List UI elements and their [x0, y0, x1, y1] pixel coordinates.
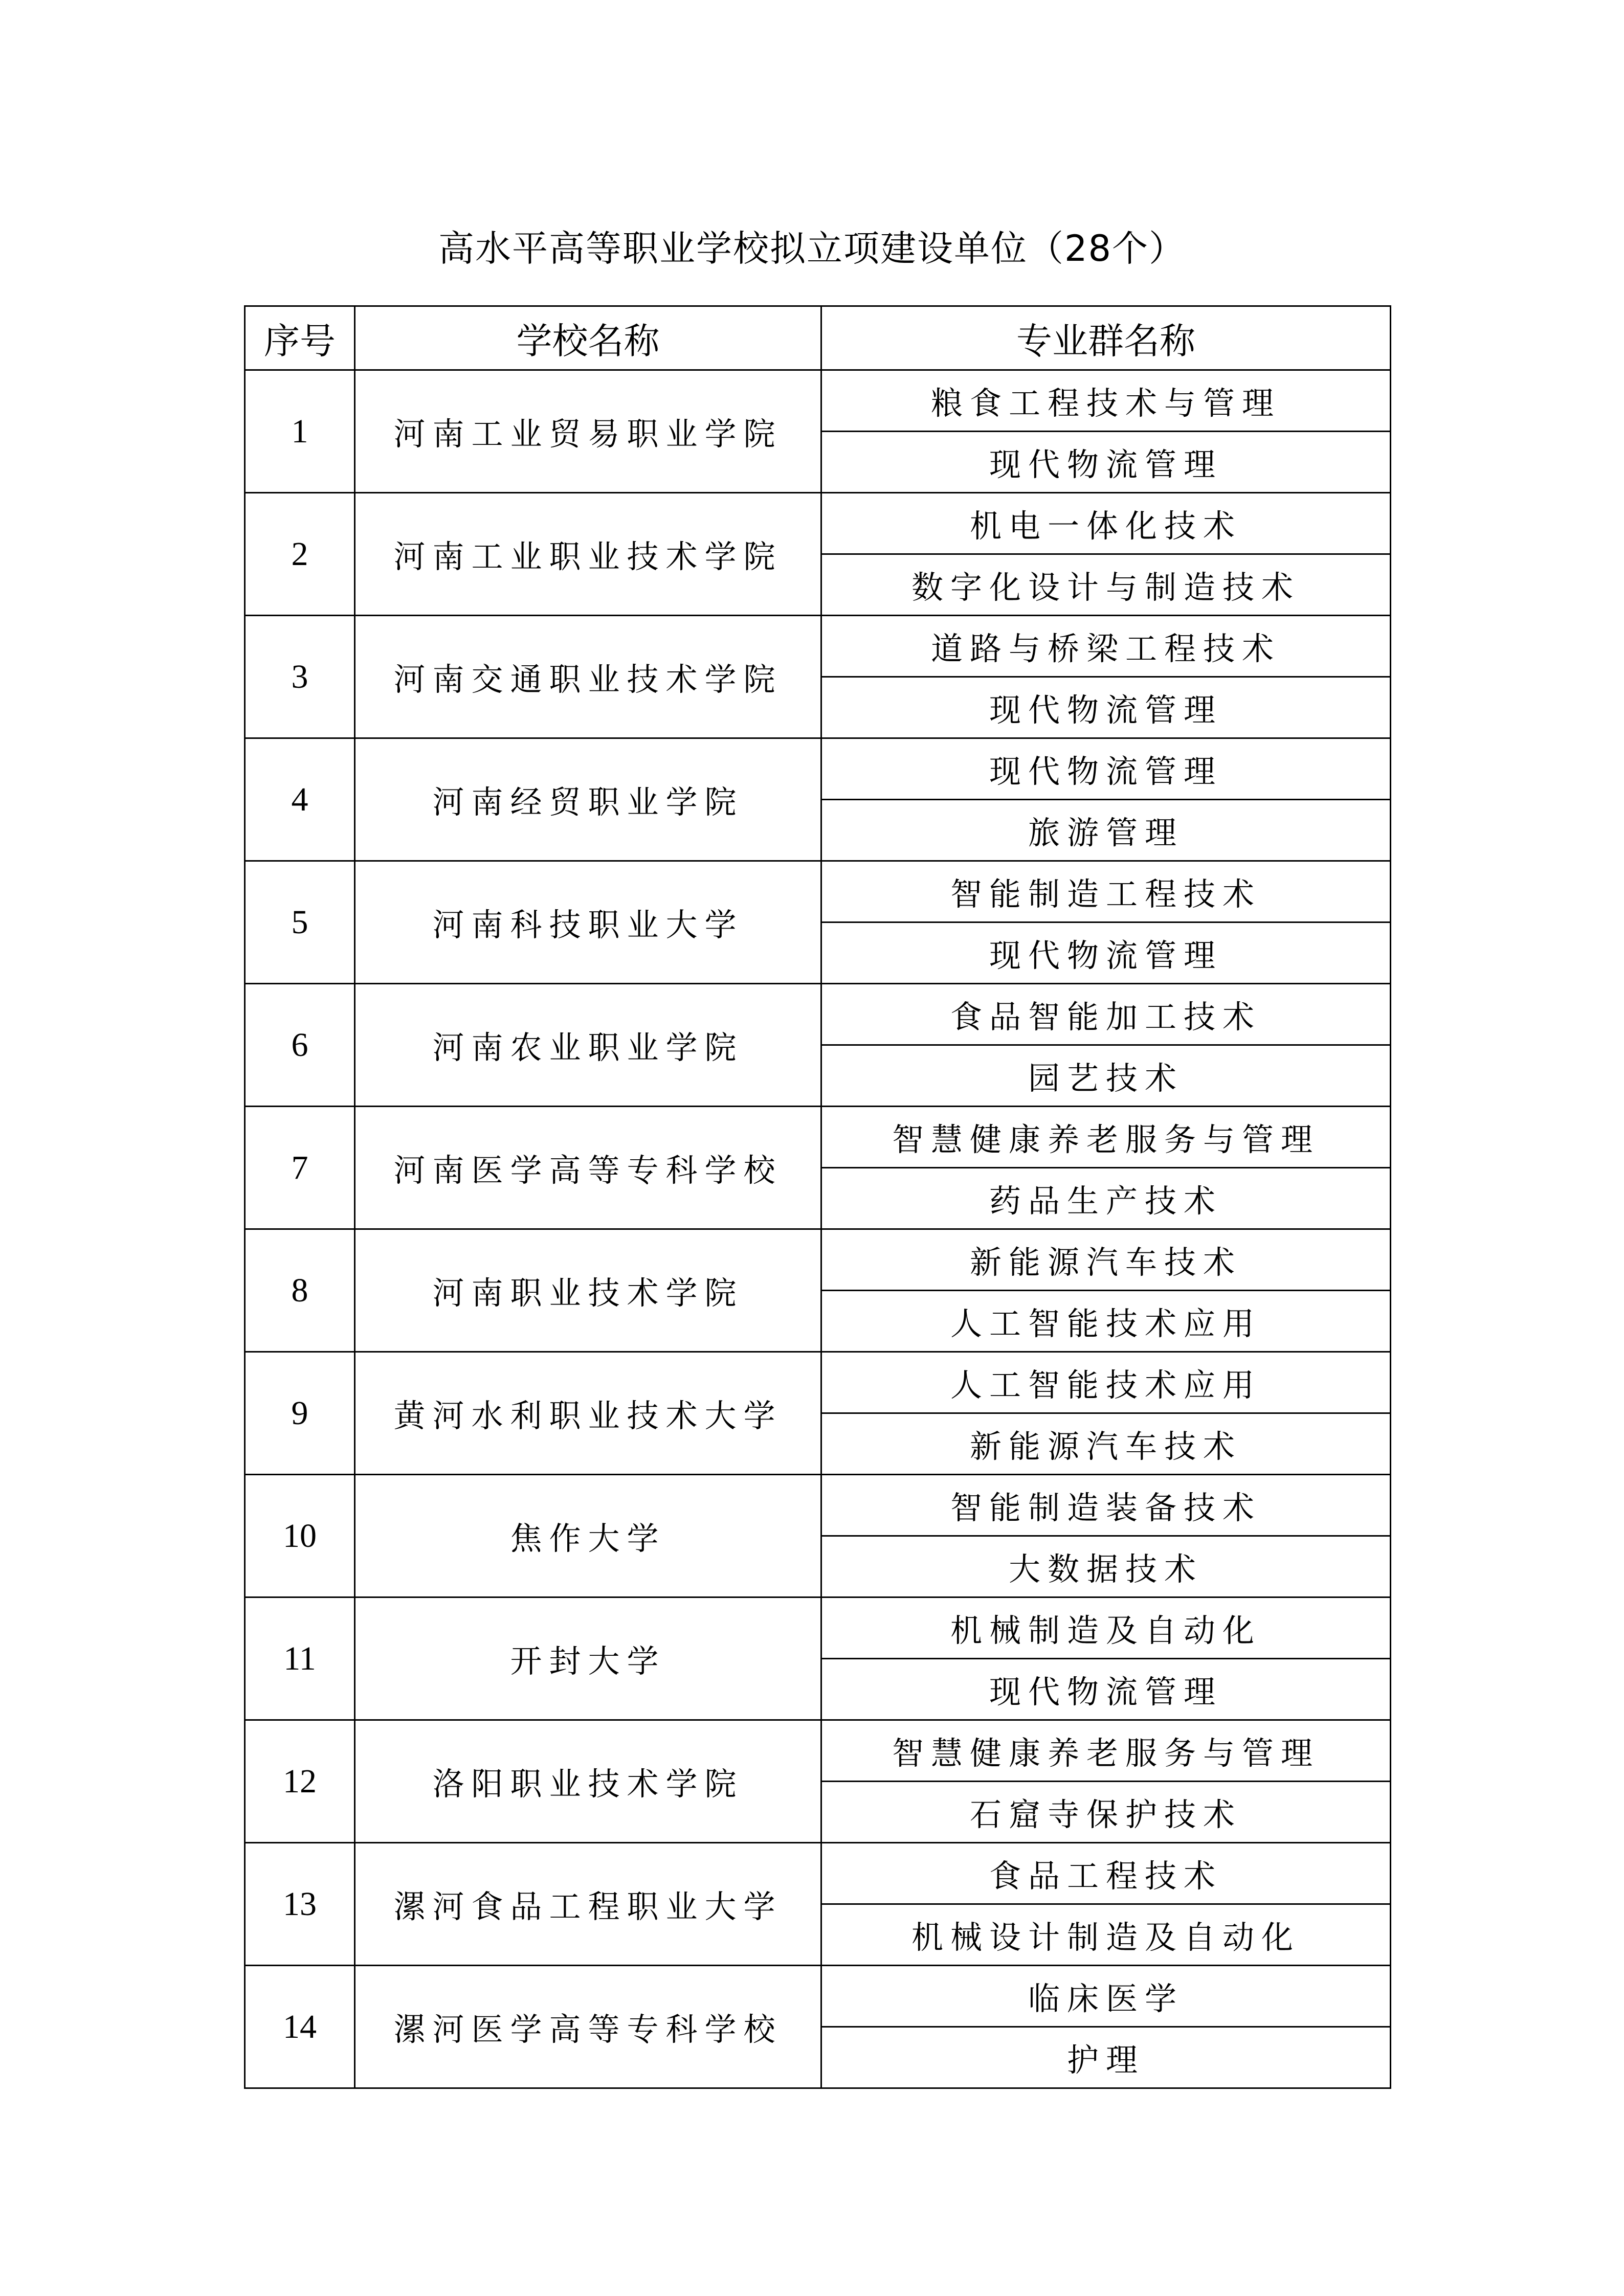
program-group: 智慧健康养老服务与管理: [821, 1107, 1391, 1168]
row-number: 8: [245, 1229, 355, 1352]
program-group: 现代物流管理: [821, 677, 1391, 738]
table-header-row: [245, 306, 1391, 370]
program-group: 智能制造工程技术: [821, 861, 1391, 922]
table-row: [245, 1843, 1391, 1904]
table-row: [245, 1475, 1391, 1536]
row-number: 3: [245, 616, 355, 738]
program-group: 人工智能技术应用: [821, 1352, 1391, 1413]
row-number: 5: [245, 861, 355, 984]
school-name: 河南工业贸易职业学院: [355, 370, 821, 493]
program-group: 数字化设计与制造技术: [821, 554, 1391, 616]
row-number: 4: [245, 738, 355, 861]
school-name: 河南科技职业大学: [355, 861, 821, 984]
program-group: 现代物流管理: [821, 1659, 1391, 1720]
program-group: 园艺技术: [821, 1045, 1391, 1107]
table-row: [245, 861, 1391, 922]
row-number: 10: [245, 1475, 355, 1597]
school-name: 开封大学: [355, 1597, 821, 1720]
table-row: [245, 738, 1391, 800]
table-row: [245, 1229, 1391, 1291]
program-group: 现代物流管理: [821, 738, 1391, 800]
row-number: 6: [245, 984, 355, 1107]
row-number: 9: [245, 1352, 355, 1475]
school-name: 洛阳职业技术学院: [355, 1720, 821, 1843]
school-name: 河南交通职业技术学院: [355, 616, 821, 738]
program-group: 临床医学: [821, 1966, 1391, 2027]
program-group: 大数据技术: [821, 1536, 1391, 1597]
program-group: 人工智能技术应用: [821, 1291, 1391, 1352]
school-name: 河南医学高等专科学校: [355, 1107, 821, 1229]
program-group: 智慧健康养老服务与管理: [821, 1720, 1391, 1782]
row-number: 12: [245, 1720, 355, 1843]
row-number: 14: [245, 1966, 355, 2088]
table-row: [245, 370, 1391, 432]
header-groups: 专业群名称: [821, 306, 1391, 370]
schools-table: [244, 305, 1391, 2089]
row-number: 11: [245, 1597, 355, 1720]
document-title: 高水平高等职业学校拟立项建设单位（28个）: [438, 228, 1186, 269]
school-name: 河南职业技术学院: [355, 1229, 821, 1352]
program-group: 粮食工程技术与管理: [821, 370, 1391, 432]
program-group: 机械设计制造及自动化: [821, 1904, 1391, 1966]
program-group: 道路与桥梁工程技术: [821, 616, 1391, 677]
school-name: 河南工业职业技术学院: [355, 493, 821, 616]
table-row: [245, 984, 1391, 1045]
school-name: 焦作大学: [355, 1475, 821, 1597]
row-number: 2: [245, 493, 355, 616]
row-number: 13: [245, 1843, 355, 1966]
table-row: [245, 1720, 1391, 1782]
table-row: [245, 1107, 1391, 1168]
row-number: 1: [245, 370, 355, 493]
row-number: 7: [245, 1107, 355, 1229]
school-name: 漯河食品工程职业大学: [355, 1843, 821, 1966]
table-row: [245, 616, 1391, 677]
table-row: [245, 1597, 1391, 1659]
program-group: 护理: [821, 2027, 1391, 2088]
program-group: 机电一体化技术: [821, 493, 1391, 554]
program-group: 现代物流管理: [821, 922, 1391, 984]
table-row: [245, 1352, 1391, 1413]
school-name: 河南经贸职业学院: [355, 738, 821, 861]
program-group: 旅游管理: [821, 800, 1391, 861]
program-group: 新能源汽车技术: [821, 1413, 1391, 1475]
program-group: 药品生产技术: [821, 1168, 1391, 1229]
program-group: 新能源汽车技术: [821, 1229, 1391, 1291]
header-index: 序号: [245, 306, 355, 370]
program-group: 现代物流管理: [821, 432, 1391, 493]
program-group: 机械制造及自动化: [821, 1597, 1391, 1659]
table-row: [245, 1966, 1391, 2027]
school-name: 漯河医学高等专科学校: [355, 1966, 821, 2088]
table-row: [245, 493, 1391, 554]
program-group: 智能制造装备技术: [821, 1475, 1391, 1536]
program-group: 石窟寺保护技术: [821, 1782, 1391, 1843]
school-name: 河南农业职业学院: [355, 984, 821, 1107]
program-group: 食品智能加工技术: [821, 984, 1391, 1045]
school-name: 黄河水利职业技术大学: [355, 1352, 821, 1475]
program-group: 食品工程技术: [821, 1843, 1391, 1904]
header-school: 学校名称: [355, 306, 821, 370]
